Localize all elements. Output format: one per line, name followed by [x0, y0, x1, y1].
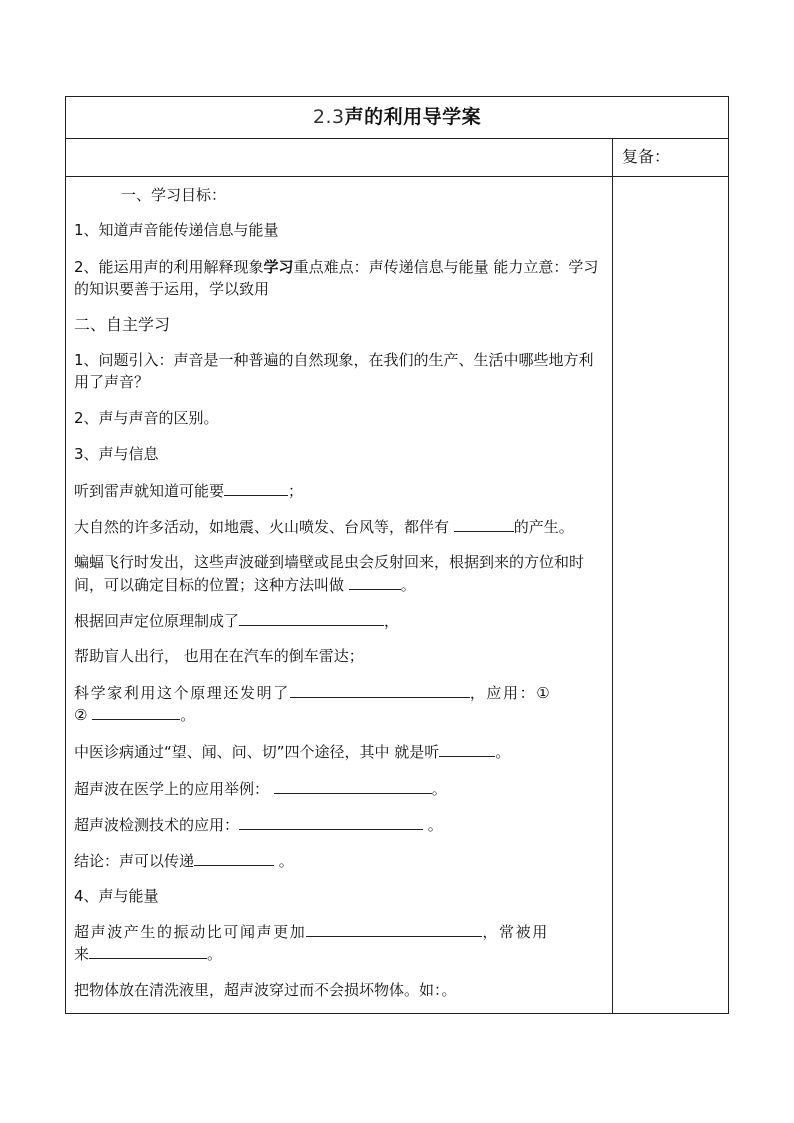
question-4-heading: 4、声与能量: [74, 887, 159, 905]
text-blind-assist: 帮助盲人出行， 也用在在汽车的倒车雷达；: [74, 647, 364, 665]
goal-item-1: 1、知道声音能传递信息与能量: [74, 221, 279, 239]
blank-field[interactable]: [194, 849, 274, 866]
fill-line-thunder: 听到雷声就知道可能要 ；: [74, 479, 608, 502]
goal-item-2: 2、能运用声的利用解释现象学习重点难点：声传递信息与能量 能力立意：学习的知识要善于运用，学以致用: [74, 258, 599, 298]
fill-line-nature: 大自然的许多活动，如地震、火山喷发、台风等，都伴有 的产生。: [74, 515, 608, 538]
fill-line-echo: 根据回声定位原理制成了 ，: [74, 609, 608, 632]
blank-field[interactable]: [306, 920, 482, 937]
blank-field[interactable]: [454, 515, 514, 532]
page-title: [66, 102, 728, 129]
blank-field[interactable]: [290, 681, 470, 698]
worksheet-table: [65, 96, 729, 1014]
blank-field[interactable]: [274, 777, 432, 794]
title-text: 声的利用导学案: [344, 106, 482, 128]
blank-field[interactable]: [439, 740, 495, 757]
fill-line-invention: 科学家利用这个原理还发明了 ，应用：①: [74, 681, 608, 704]
side-note-label: 复备：: [622, 147, 671, 166]
fill-line-invention-cont: ② 。: [74, 703, 608, 726]
blank-field[interactable]: [92, 703, 180, 720]
fill-line-ultrasound-detection: 超声波检测技术的应用： 。: [74, 813, 608, 836]
section-heading-goals: 一、学习目标：: [121, 186, 227, 204]
title-row: [66, 97, 728, 139]
question-1: 1、问题引入：声音是一种普遍的自然现象，在我们的生产、生活中哪些地方利用了声音？: [74, 351, 594, 391]
fill-line-medicine: 中医诊病通过“望、闻、问、切”四个途径，其中 就是听 。: [74, 740, 608, 763]
fill-line-ultrasound-medical: 超声波在医学上的应用举例： 。: [74, 777, 608, 800]
fill-line-conclusion: 结论：声可以传递 。: [74, 849, 608, 872]
blank-field[interactable]: [224, 479, 288, 496]
blank-field[interactable]: [89, 942, 207, 959]
fill-line-energy: 超声波产生的振动比可闻声更加 ，常被用: [74, 920, 608, 943]
section-heading-self-study: 二、自主学习: [74, 315, 171, 334]
column-divider: [612, 139, 613, 1013]
question-3-heading: 3、声与信息: [74, 445, 159, 463]
blank-field[interactable]: [349, 573, 401, 590]
blank-field[interactable]: [239, 813, 423, 830]
fill-line-bat: 蝙蝠飞行时发出，这些声波碰到墙壁或昆虫会反射回来，根据到来的方位和时间，可以确定目标的位置；这种方法叫做 。: [74, 553, 585, 594]
text-cleaning: 把物体放在清洗液里，超声波穿过而不会损坏物体。如：。: [74, 981, 457, 999]
question-2: 2、声与声音的区别。: [74, 409, 219, 427]
title-number: 2.3: [312, 106, 345, 128]
fill-line-energy-cont: 来 。: [74, 942, 608, 965]
blank-field[interactable]: [239, 609, 384, 626]
